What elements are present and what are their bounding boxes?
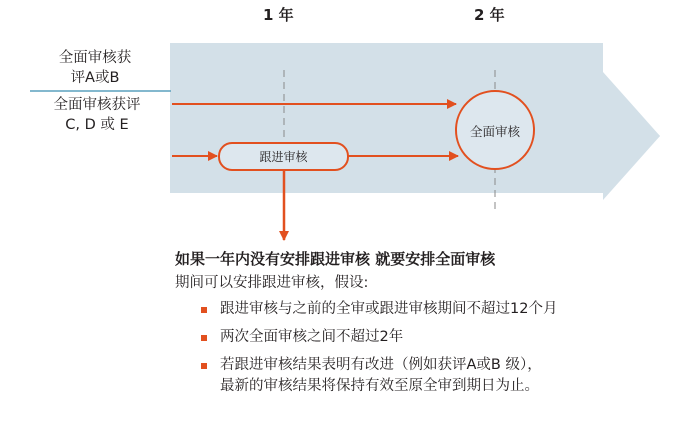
bullet-text: 两次全面审核之间不超过2年 <box>220 329 404 345</box>
full-audit-label: 全面审核 <box>469 124 520 139</box>
bullet-text: 若跟进审核结果表明有改进（例如获评A或B 级）， <box>220 357 542 373</box>
grade-cde-line1: 全面审核获评 <box>53 97 141 113</box>
bullet-text: 最新的审核结果将保持有效至原全审到期日为止。 <box>220 378 539 394</box>
bullet-item <box>198 355 557 397</box>
bullet-square-icon <box>201 307 207 313</box>
note-intro: 期间可以安排跟进审核，假设: <box>175 275 369 291</box>
note-bullets <box>198 299 557 404</box>
bullet-square-icon <box>201 363 207 369</box>
grade-ab-line2: 评A或B <box>70 70 120 86</box>
note-headline: 如果一年内没有安排跟进审核 就要安排全面审核 <box>175 250 496 268</box>
bullet-text: 跟进审核与之前的全审或跟进审核期间不超过12个月 <box>220 301 558 317</box>
bullet-square-icon <box>201 335 207 341</box>
grade-cde-line2: C, D 或 E <box>65 117 129 133</box>
bullet-item <box>198 327 557 348</box>
year-1-label: 1 年 <box>263 6 294 24</box>
grade-ab-label <box>20 48 170 88</box>
grade-cde-label <box>22 95 172 135</box>
grade-ab-line1: 全面审核获 <box>58 50 132 66</box>
bullet-item <box>198 299 557 320</box>
year-2-label: 2 年 <box>474 6 505 24</box>
follow-up-audit-label: 跟进审核 <box>259 150 308 164</box>
timeline-band-tip <box>603 72 660 200</box>
